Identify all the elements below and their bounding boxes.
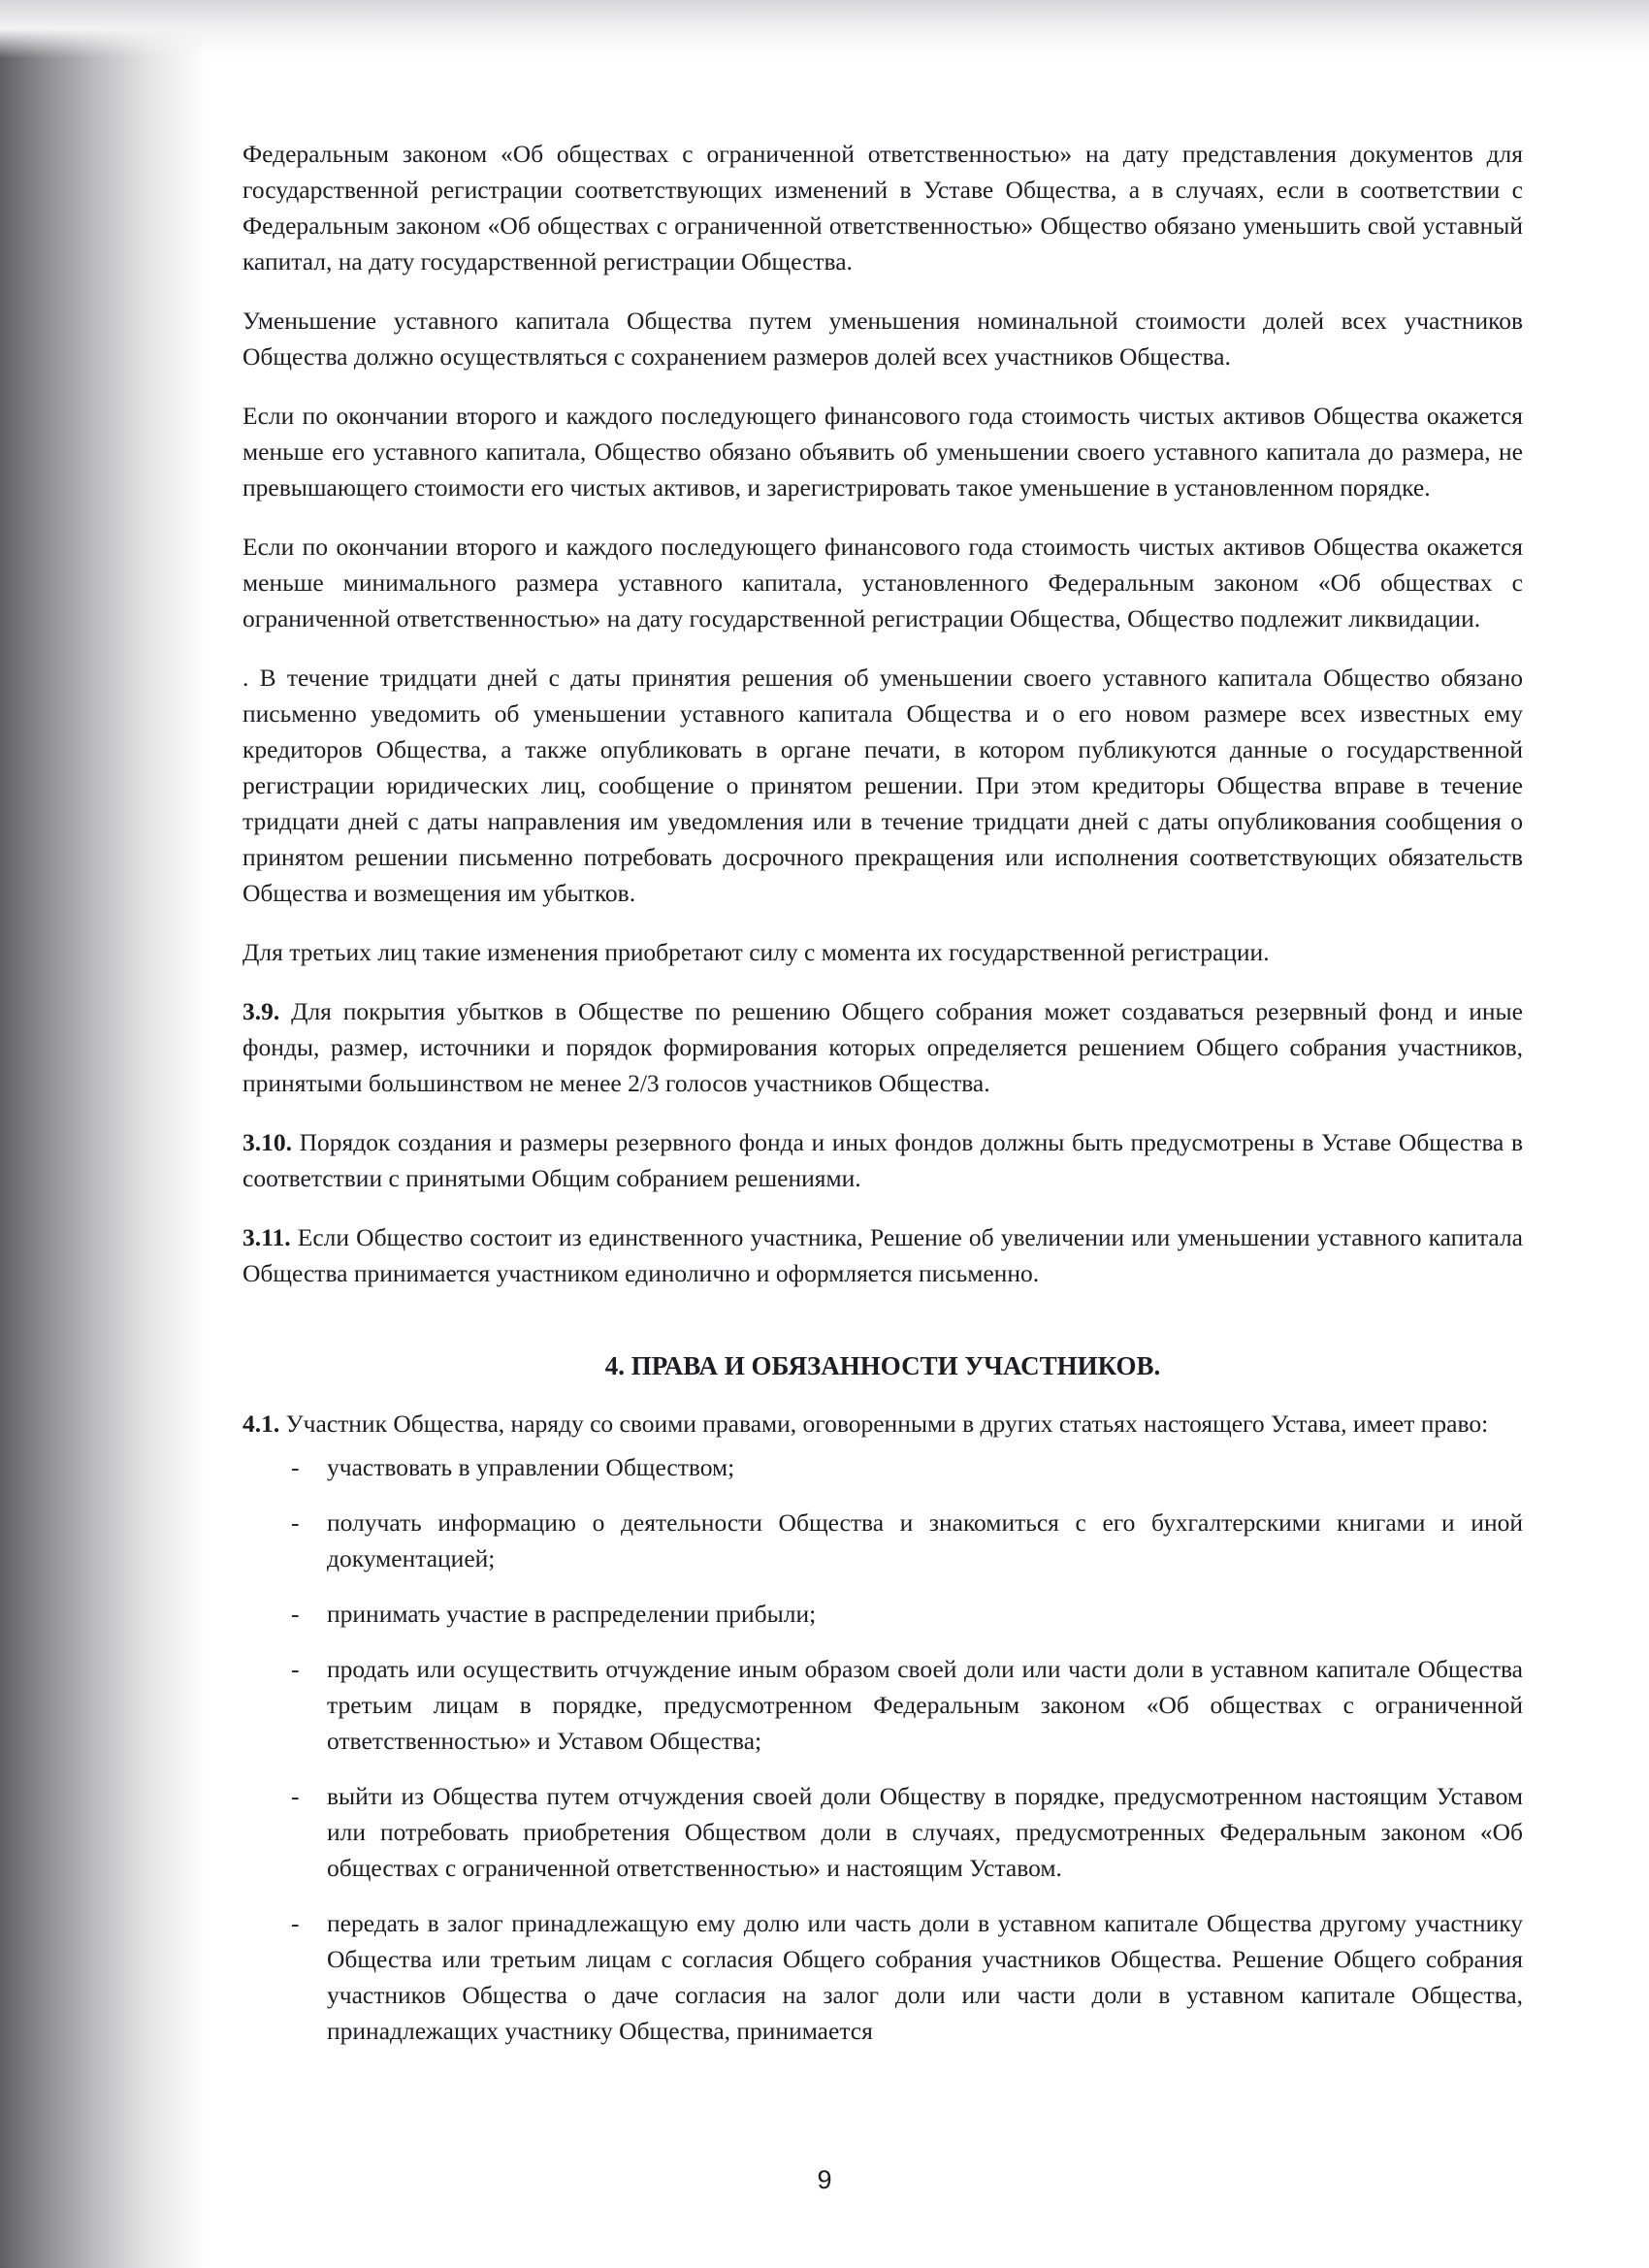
paragraph: Если по окончании второго и каждого последующего финансового года стоимость чистых активов Общества окажется меньше минимального размера уставного капитала, установленного Федеральным законом «Об обществах с ограниченной ответственностью» на дату государственной регистрации Общества, Общество подлежит ликвидации. [242, 533, 1523, 632]
list-item-text: выйти из Общества путем отчуждения своей доли Обществу в порядке, предусмотренном настоящим Уставом или потребовать приобретения Обществом доли в случаях, предусмотренных Федеральным законом «Об обществах с ограниченной ответственностью» и настоящим Уставом. [327, 1782, 1523, 1882]
clause-number: 3.11. [242, 1223, 291, 1251]
clause-text: Если Общество состоит из единственного участника, Решение об увеличении или уменьшении уставного капитала Общества принимается участником единолично и оформляется письменно. [242, 1223, 1523, 1287]
document-page [242, 136, 1523, 2068]
list-item-text: продать или осуществить отчуждение иным образом своей доли или части доли в уставном капитале Общества третьим лицам в порядке, предусмотренном Федеральным законом «Об обществах с ограниченной ответственностью» и Уставом Общества; [327, 1655, 1523, 1755]
paragraph: Федеральным законом «Об обществах с ограниченной ответственностью» на дату представления документов для государственной регистрации соответствующих изменений в Уставе Общества, а в случаях, если в соответствии с Федеральным законом «Об обществах с ограниченной ответственностью» Общество обязано уменьшить свой уставный капитал, на дату государственной регистрации Общества. [242, 140, 1523, 275]
bullet-dash: - [291, 1655, 300, 1683]
paragraph: Если по окончании второго и каждого последующего финансового года стоимость чистых активов Общества окажется меньше его уставного капитала, Общество обязано объявить об уменьшении своего уставного капитала до размера, не превышающего стоимости его чистых активов, и зарегистрировать такое уменьшение в установленном порядке. [242, 402, 1523, 502]
list-item [242, 1596, 1523, 1632]
bullet-dash: - [291, 1909, 300, 1937]
clause-3-11 [242, 1219, 1523, 1291]
list-item [242, 1905, 1523, 2049]
page-number: 9 [817, 2165, 832, 2194]
list-item [242, 1449, 1523, 1485]
clause-number: 3.9. [242, 997, 280, 1025]
clause-number: 3.10. [242, 1128, 292, 1156]
paragraph: Для третьих лиц такие изменения приобретают силу с момента их государственной регистрации. [242, 938, 1270, 966]
paragraph: Уменьшение уставного капитала Общества путем уменьшения номинальной стоимости долей всех участников Общества должно осуществляться с сохранением размеров долей всех участников Общества. [242, 307, 1523, 371]
clause-text: Участник Общества, наряду со своими правами, оговоренными в других статьях настоящего Устава, имеет право: [279, 1409, 1489, 1438]
clause-4-1 [242, 1406, 1523, 1442]
list-item-text: получать информацию о деятельности Общества и знакомиться с его бухгалтерскими книгами и иной документацией; [327, 1508, 1523, 1572]
section-heading: 4. ПРАВА И ОБЯЗАННОСТИ УЧАСТНИКОВ. [604, 1351, 1161, 1380]
scan-top-shadow [0, 0, 1649, 58]
list-item [242, 1505, 1523, 1576]
bullet-dash: - [291, 1600, 300, 1628]
list-item-text: принимать участие в распределении прибыли; [327, 1600, 817, 1628]
list-item-text: передать в залог принадлежащую ему долю или часть доли в уставном капитале Общества другому участнику Общества или третьим лицам с согласия Общего собрания участников Общества. Решение Общего собрания участников Общества о даче согласия на залог доли или части доли в уставном капитале Общества, принадлежащих участнику Общества, принимается [327, 1909, 1523, 2045]
bullet-dash: - [291, 1453, 300, 1481]
clause-text: Для покрытия убытков в Обществе по решению Общего собрания может создаваться резервный фонд и иные фонды, размер, источники и порядок формирования которых определяется решением Общего собрания участников, принятыми большинством не менее 2/3 голосов участников Общества. [242, 997, 1523, 1097]
scan-edge-shadow [0, 0, 204, 2268]
paragraph: . В течение тридцати дней с даты принятия решения об уменьшении своего уставного капитала Общество обязано письменно уведомить об уменьшении уставного капитала Общества и о его новом размере всех известных ему кредиторов Общества, а также опубликовать в органе печати, в котором публикуются данные о государственной регистрации юридических лиц, сообщение о принятом решении. При этом кредиторы Общества вправе в течение тридцати дней с даты направления им уведомления или в течение тридцати дней с даты опубликования сообщения о принятом решении письменно потребовать досрочного прекращения или исполнения соответствующих обязательств Общества и возмещения им убытков. [242, 664, 1523, 907]
clause-number: 4.1. [242, 1409, 280, 1438]
list-item [242, 1778, 1523, 1886]
clause-3-10 [242, 1124, 1523, 1196]
clause-text: Порядок создания и размеры резервного фонда и иных фондов должны быть предусмотрены в Уставе Общества в соответствии с принятыми Общим собранием решениями. [242, 1128, 1523, 1192]
clause-3-9 [242, 993, 1523, 1101]
bullet-dash: - [291, 1782, 300, 1810]
list-item [242, 1651, 1523, 1759]
bullet-dash: - [291, 1508, 300, 1537]
rights-list [242, 1449, 1523, 2049]
list-item-text: участвовать в управлении Обществом; [327, 1453, 735, 1481]
